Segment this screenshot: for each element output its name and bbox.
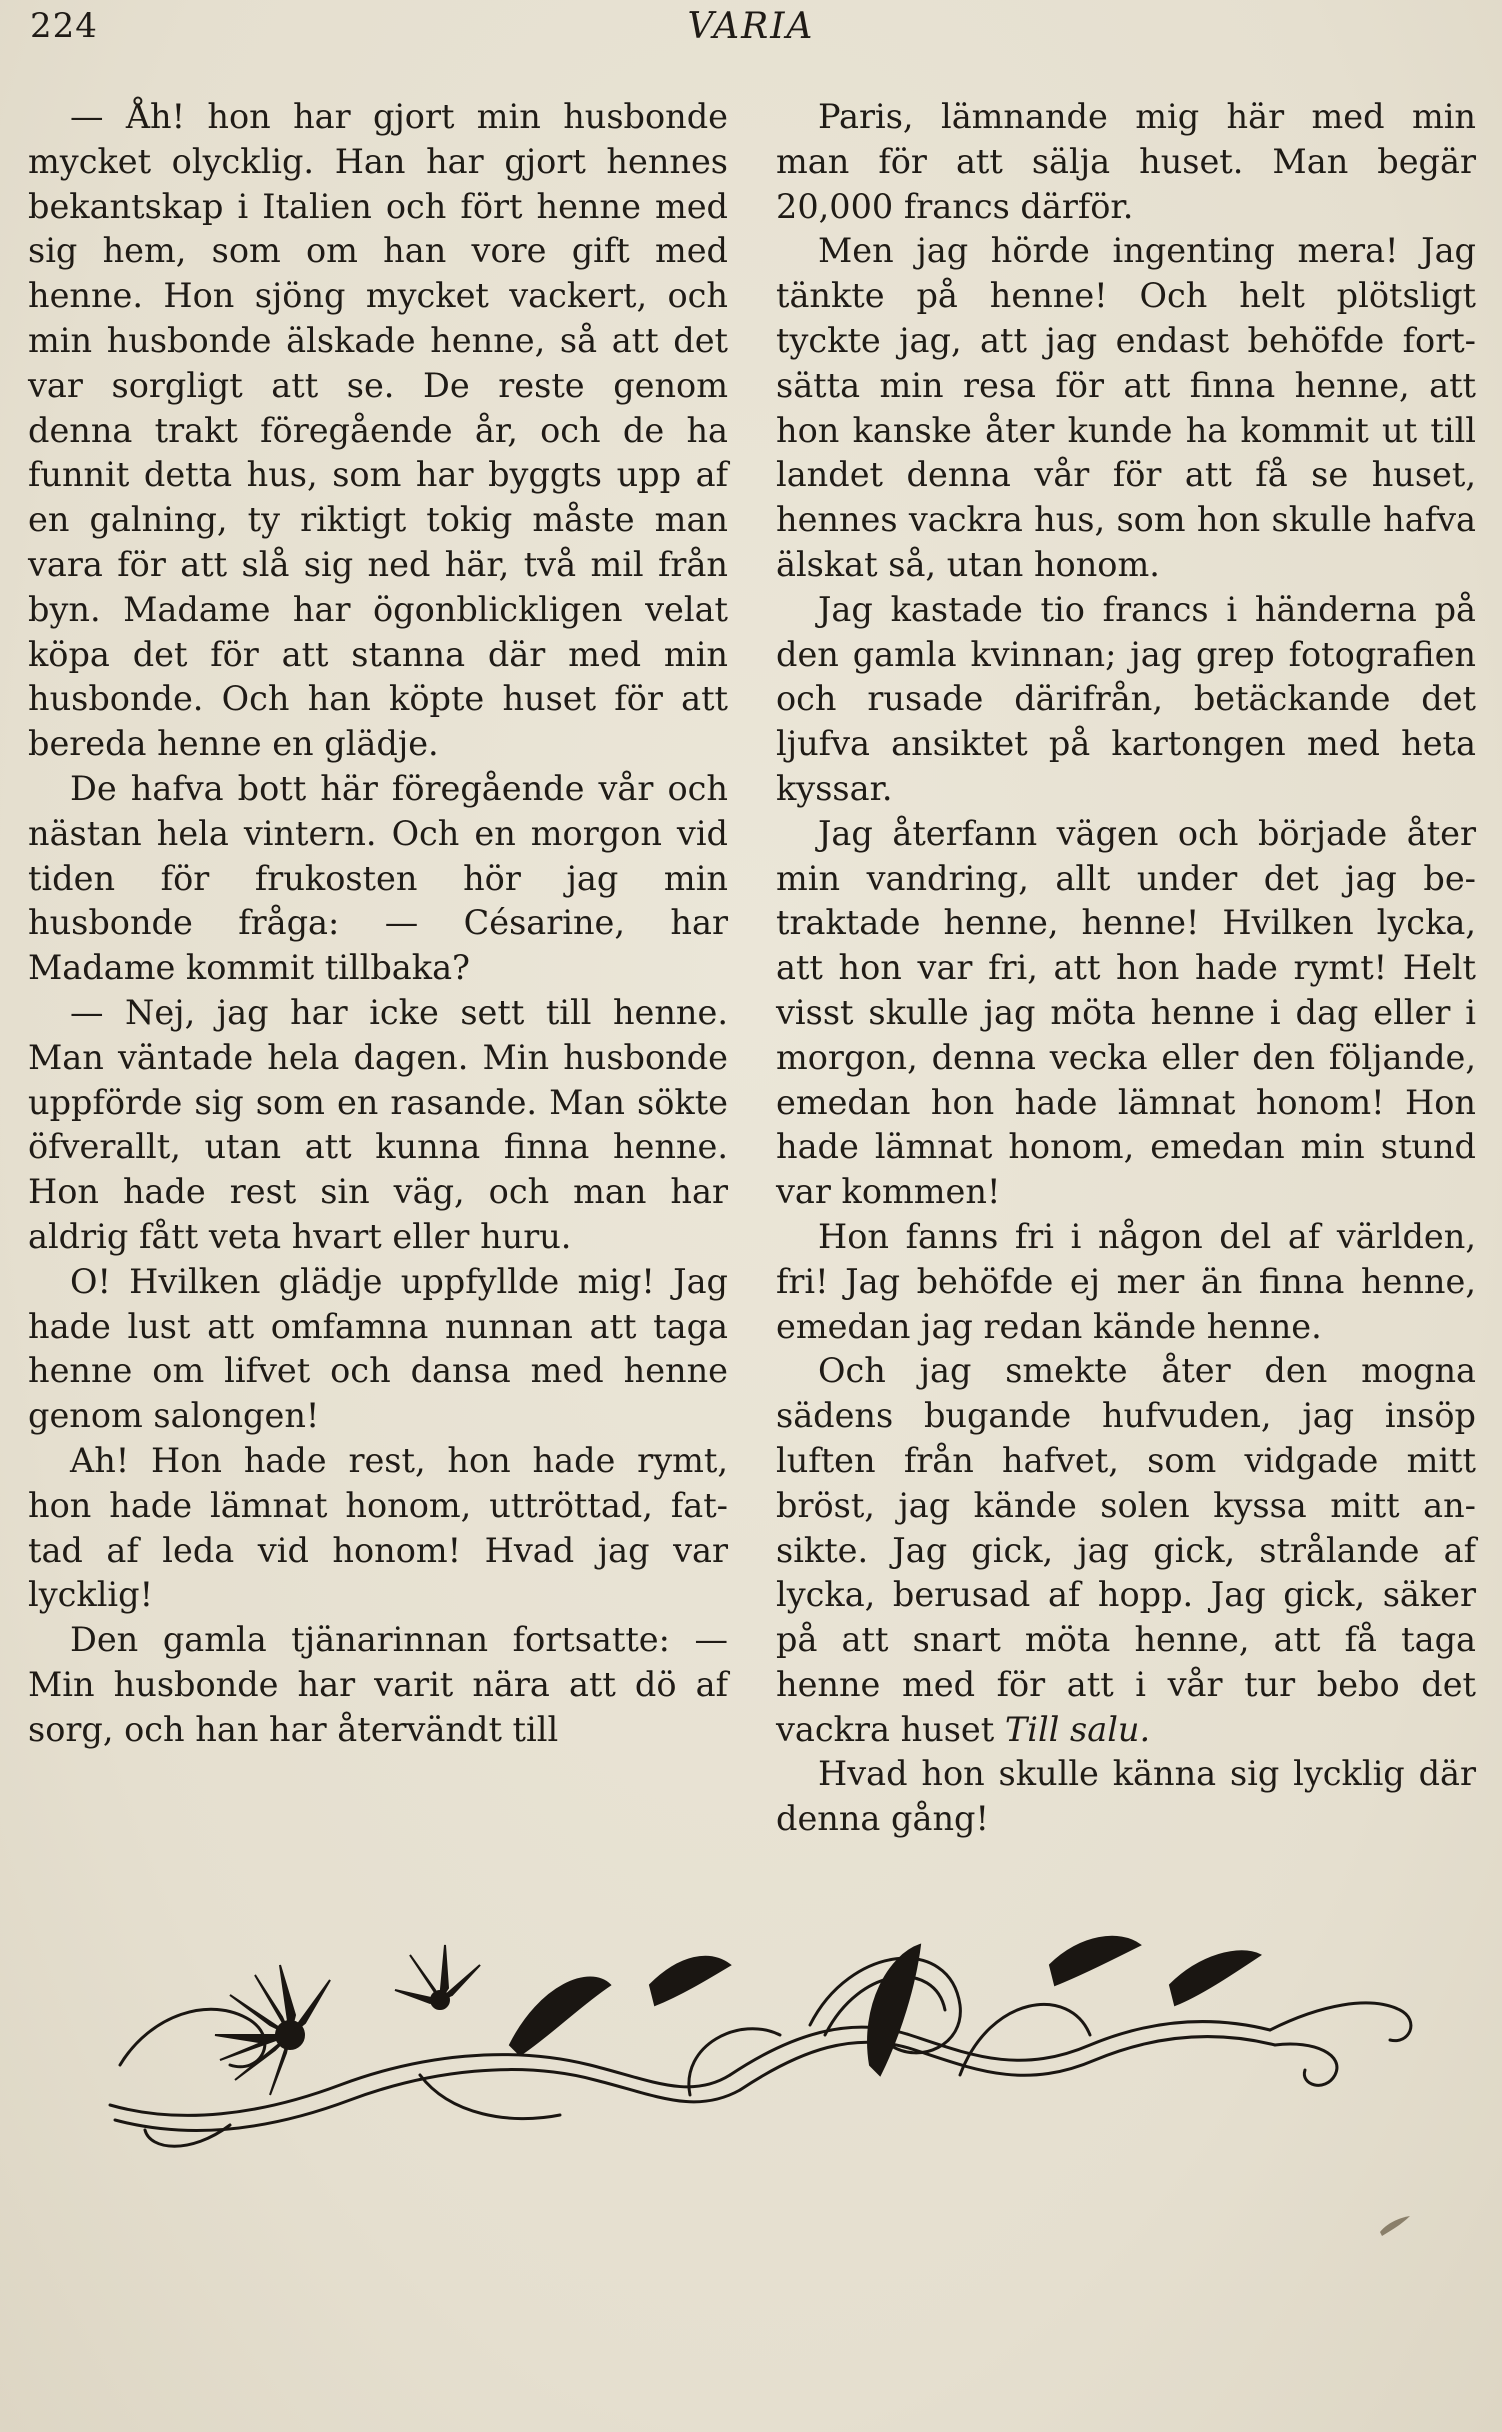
running-title: VARIA <box>687 6 815 47</box>
page-header <box>30 6 1472 50</box>
paragraph-text: Och jag smekte åter den mogna sädens bugande hufvuden, jag insöp luften från hafvet, som vidgade mitt bröst, jag kände solen kyssa mitt ansikte. Jag gick, jag gick, strålande af lycka, berusad af hopp. Jag gick, säker på att snart möta henne, att få taga henne med för att i vår tur bebo det vackra huset <box>776 1351 1476 1749</box>
paragraph: Jag kastade tio francs i händerna på den gamla kvinnan; jag grep fotografien och rusade därifrån, betäckande det ljufva ansiktet på kartongen med heta kyssar. <box>776 589 1476 808</box>
paragraph: Paris, lämnande mig här med min man för att sälja huset. Man begär 20,000 francs därför. <box>776 97 1476 226</box>
final-paragraph: Hvad hon skulle känna sig lycklig där denna gång! <box>776 1754 1476 1839</box>
paragraph: — Nej, jag har icke sett till henne. Man väntade hela dagen. Min husbonde uppförde sig som en rasande. Man sökte öfverallt, utan att kunna finna henne. Hon hade rest sin väg, och man har aldrig fått veta hvart eller huru. <box>28 992 728 1256</box>
paragraph-with-italic <box>776 1349 1476 1752</box>
paragraph: O! Hvilken glädje uppfyllde mig! Jag hade lust att omfamna nunnan att taga henne om lifvet och dansa med henne genom salongen! <box>28 1261 728 1436</box>
paragraph: Men jag hörde ingenting mera! Jag tänkte på henne! Och helt plötsligt tyckte jag, att jag endast behöfde fortsätta min resa för att finna henne, att hon kanske åter kunde ha kommit ut till landet denna vår för att få se huset, hennes vackra hus, som hon skulle hafva älskat så, utan honom. <box>776 231 1476 584</box>
right-column <box>776 95 1476 1842</box>
paragraph: Hon fanns fri i någon del af världen, fri! Jag behöfde ej mer än finna henne, emedan jag redan kände henne. <box>776 1216 1476 1346</box>
italic-title: Till salu. <box>1004 1709 1151 1749</box>
ink-speck-icon <box>1372 2210 1420 2240</box>
left-column <box>28 95 728 1752</box>
page-number: 224 <box>30 6 98 46</box>
paragraph: Den gamla tjänarinnan fortsatte: — Min husbonde har varit nära att dö af sorg, och han har återvändt till <box>28 1620 728 1749</box>
floral-vignette-icon <box>90 1925 1430 2165</box>
paragraph: Ah! Hon hade rest, hon hade rymt, hon hade lämnat honom, uttröttad, fattad af leda vid honom! Hvad jag var lycklig! <box>28 1440 728 1615</box>
paragraph: De hafva bott här föregående vår och nästan hela vintern. Och en morgon vid tiden för frukosten hör jag min husbonde fråga: — Césarine, har Madame kommit tillbaka? <box>28 768 728 988</box>
paragraph: — Åh! hon har gjort min husbonde mycket olycklig. Han har gjort hennes bekantskap i Italien och fört henne med sig hem, som om han vore gift med henne. Hon sjöng mycket vackert, och min husbonde älskade henne, så att det var sorgligt att se. De reste genom denna trakt föregående år, och de ha funnit detta hus, som har byggts upp af en galning, ty riktigt tokig måste man vara för att slå sig ned här, två mil från byn. Madame har ögonblickligen velat köpa det för att stanna där med min husbonde. Och han köpte huset för att bereda henne en glädje. <box>28 97 728 764</box>
paragraph: Jag återfann vägen och började åter min vandring, allt under det jag betraktade henne, henne! Hvilken lycka, att hon var fri, att hon hade rymt! Helt visst skulle jag möta henne i dag eller i morgon, denna vecka eller den följande, emedan hon hade lämnat honom! Hon hade lämnat honom, emedan min stund var kommen! <box>776 813 1476 1212</box>
